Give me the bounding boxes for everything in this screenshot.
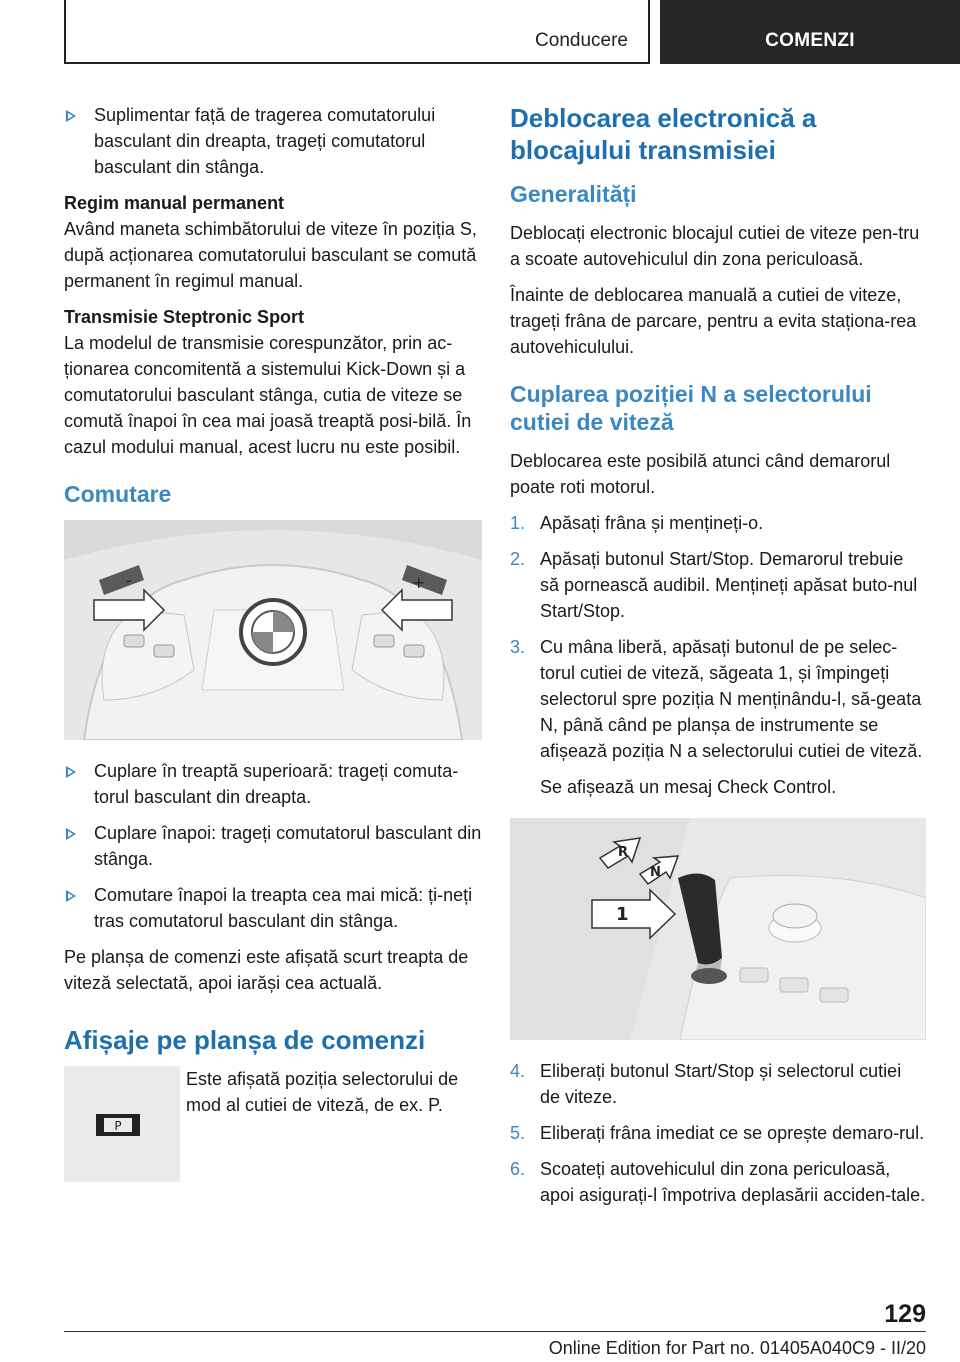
list-item: 1. Apăsați frâna și mențineți-o. — [510, 513, 764, 533]
regime-paragraph: Având maneta schimbătorului de viteze în poziția S, după acționarea comutatorului basculant se comută permanent în regimul manual. — [64, 219, 477, 291]
right-column — [510, 102, 926, 1218]
steps-list-b — [510, 1058, 926, 1208]
left-column — [64, 102, 482, 1186]
list-item: Cuplare înapoi: trageți comutatorul basculant din stânga. — [64, 820, 482, 872]
footer-edition-text: Online Edition for Part no. 01405A040C9 - II/20 — [548, 1338, 926, 1358]
list-item: 3. Cu mâna liberă, apăsați butonul de pe selec-torul cutiei de viteză, săgeata 1, și împingeți selectorul spre poziția N menținându-l, să-geata N, până când pe planșa de instrumente se afișează poziția N a selectorului cutiei de viteză. — [510, 637, 923, 761]
header-chapter-tab[interactable] — [660, 0, 960, 64]
list-item: Suplimentar față de tragerea comutatorului basculant din dreapta, trageți comutatorul basculant din stânga. — [64, 102, 482, 180]
afisaje-heading: Afișaje pe planșa de comenzi — [64, 1025, 426, 1055]
afisaje-paragraph: Este afișată poziția selectorului de mod al cutiei de viteză, de ex. P. — [186, 1069, 459, 1115]
header-section-box — [64, 0, 650, 64]
triangle-bullet-icon — [66, 828, 76, 840]
list-item: 5. Eliberați frâna imediat ce se oprește demaro-rul. — [510, 1123, 925, 1143]
comutare-bullet-list — [64, 758, 482, 934]
header-section-label: Conducere — [535, 30, 628, 51]
generalitati-heading: Generalități — [510, 181, 637, 207]
steptronic-paragraph: La modelul de transmisie corespunzător, prin ac-ționarea concomitentă a sistemului Kick-Down și a comutatorului basculant stânga, cutia de viteze se comută înapoi în cea mai joasă treaptă posi-bilă. În cazul modului manual, acest lucru nu este posibil. — [64, 333, 472, 457]
header-chapter-label: COMENZI — [765, 30, 855, 51]
triangle-bullet-icon — [66, 766, 76, 778]
general-paragraph-1: Deblocați electronic blocajul cutiei de viteze pen-tru a scoate autovehiculul din zona periculoasă. — [510, 223, 920, 269]
comutare-heading: Comutare — [64, 481, 172, 507]
list-item: 2. Apăsați butonul Start/Stop. Demarorul trebuie să pornească audibil. Mențineți apăsat buto-nul Start/Stop. — [510, 549, 918, 621]
arrow-1-label: 1 — [616, 904, 629, 925]
triangle-bullet-icon — [66, 890, 76, 902]
steering-wheel-illustration — [64, 520, 482, 740]
comutare-note: Pe planșa de comenzi este afișată scurt treapta de viteză selectată, apoi iarăși cea actuală. — [64, 947, 469, 993]
list-item: 4. Eliberați butonul Start/Stop și selectorul cutiei de viteze. — [510, 1061, 902, 1107]
triangle-bullet-icon — [66, 110, 76, 122]
arrow-n-label: N — [650, 865, 661, 880]
footer-divider — [64, 1331, 926, 1332]
page-number: 129 — [884, 1300, 926, 1328]
afisaje-row — [64, 1066, 482, 1186]
paddle-plus-label: + — [412, 573, 426, 592]
list-item: 6. Scoateți autovehiculul din zona periculoasă, apoi asigurați-l împotriva deplasării acciden-tale. — [510, 1159, 926, 1205]
display-p-thumbnail — [64, 1066, 180, 1182]
display-p-label: P — [114, 1119, 122, 1133]
paddle-minus-label: - — [126, 571, 132, 590]
arrow-r-label: R — [618, 845, 629, 860]
steptronic-heading: Transmisie Steptronic Sport — [64, 307, 305, 327]
cuplare-paragraph: Deblocarea este posibilă atunci când demarorul poate roti motorul. — [510, 451, 891, 497]
deblocarea-heading: Deblocarea electronică a blocajului transmisiei — [510, 103, 817, 165]
check-control-note: Se afișează un mesaj Check Control. — [540, 777, 837, 797]
steps-list-a — [510, 510, 926, 764]
cuplare-heading: Cuplarea poziției N a selectorului cutiei de viteză — [510, 381, 872, 435]
gear-selector-illustration — [510, 818, 926, 1040]
intro-bullet-list — [64, 102, 482, 180]
list-item: Cuplare în treaptă superioară: trageți comuta-torul basculant din dreapta. — [64, 758, 482, 810]
general-paragraph-2: Înainte de deblocarea manuală a cutiei de viteze, trageți frâna de parcare, pentru a evita staționa-rea autovehiculului. — [510, 285, 917, 357]
regime-heading: Regim manual permanent — [64, 193, 285, 213]
list-item: Comutare înapoi la treapta cea mai mică: ți-neți tras comutatorul basculant din stânga. — [64, 882, 482, 934]
